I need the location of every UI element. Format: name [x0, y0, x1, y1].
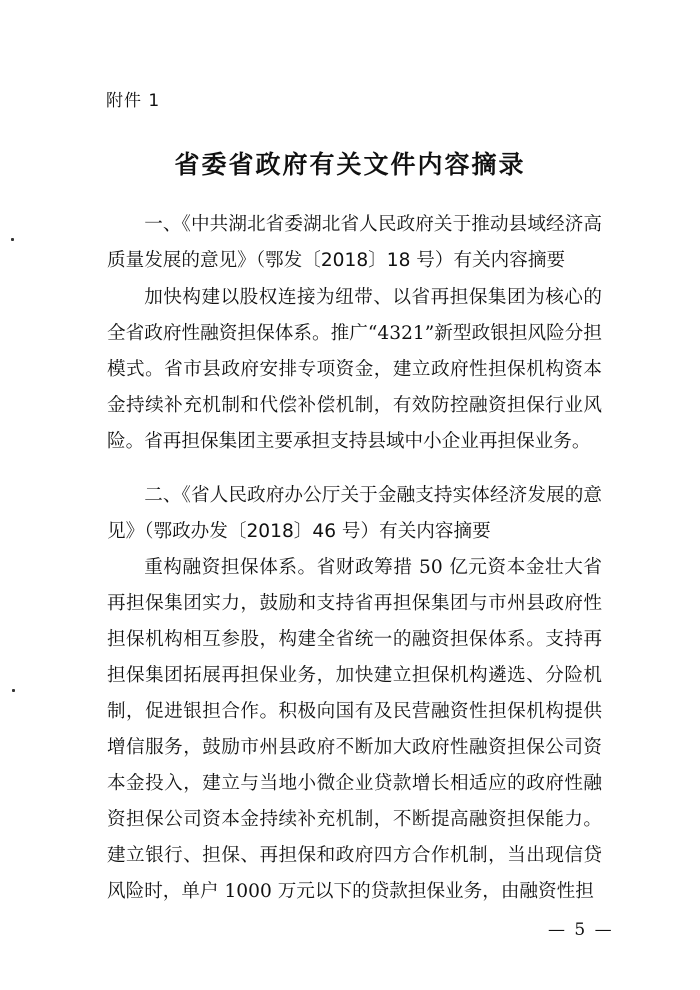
section-1-body: 加快构建以股权连接为纽带、以省再担保集团为核心的全省政府性融资担保体系。推广“4321”新型政银担风险分担模式。省市县政府安排专项资金，建立政府性担保机构资本金持续补充机制和代偿补偿机制，有效防控融资担保行业风险。省再担保集团主要承担支持县域中小企业再担保业务。 [107, 287, 602, 452]
page-number: — 5 — [548, 920, 614, 940]
section-2-heading: 二、《省人民政府办公厅关于金融支持实体经济发展的意见》（鄂政办发〔2018〕46 号）有关内容摘要 [107, 485, 602, 542]
document-title: 省委省政府有关文件内容摘录 [174, 150, 526, 179]
binding-hole-mark [12, 689, 15, 692]
attachment-label: 附件 1 [106, 91, 161, 111]
binding-hole-mark [11, 238, 14, 241]
section-2-body: 重构融资担保体系。省财政筹措 50 亿元资本金壮大省再担保集团实力，鼓励和支持省再担保集团与市州县政府性担保机构相互参股，构建全省统一的融资担保体系。支持再担保集团拓展再担保业务，加快建立担保机构遴选、分险机制，促进银担合作。积极向国有及民营融资性担保机构提供增信服务，鼓励市州县政府不断加大政府性融资担保公司资本金投入，建立与当地小微企业贷款增长相适应的政府性融资担保公司资本金持续补充机制，不断提高融资担保能力。建立银行、担保、再担保和政府四方合作机制，当出现信贷风险时，单户 1000 万元以下的贷款担保业务，由融资性担 [107, 557, 602, 902]
section-1-heading: 一、《中共湖北省委湖北省人民政府关于推动县域经济高质量发展的意见》（鄂发〔2018〕18 号）有关内容摘要 [107, 214, 602, 271]
